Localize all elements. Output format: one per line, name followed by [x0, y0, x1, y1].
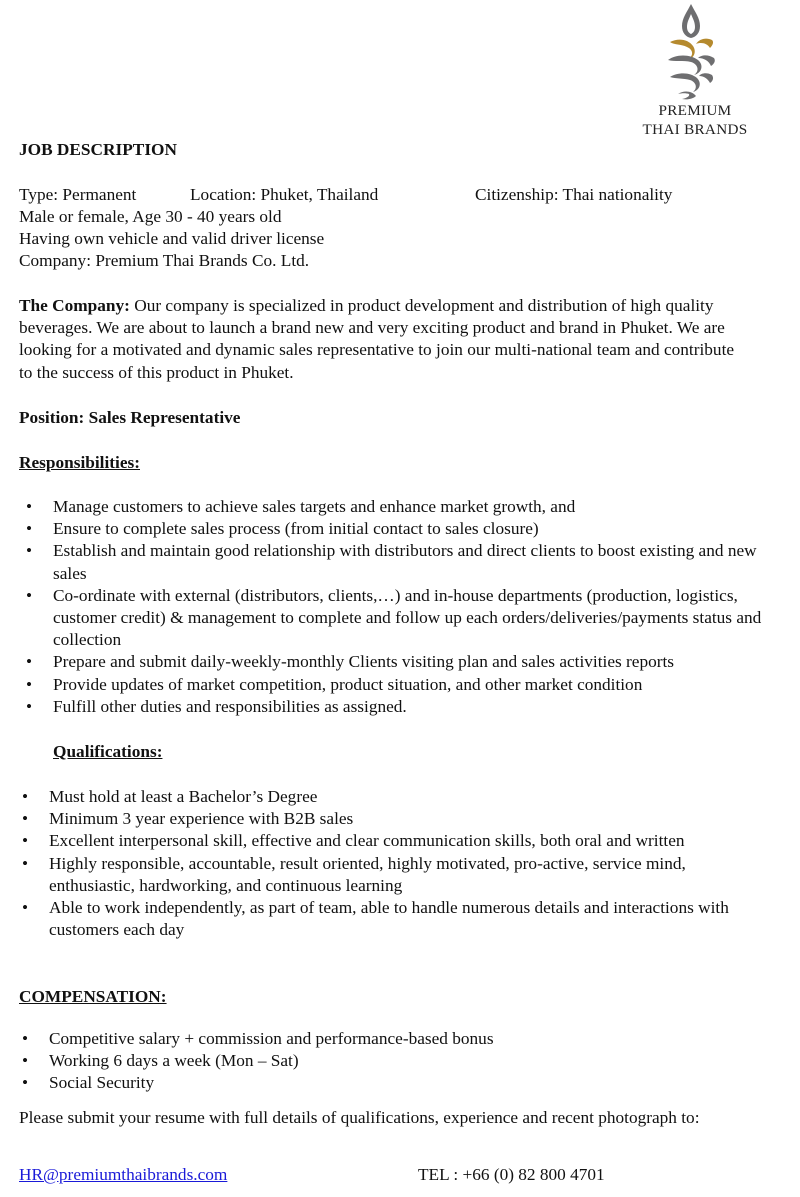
- document-title: JOB DESCRIPTION: [19, 140, 177, 159]
- bullet: •: [26, 696, 33, 716]
- bullet: •: [26, 652, 33, 672]
- list-item: [22, 1050, 749, 1072]
- bullet: •: [26, 519, 33, 539]
- job-citizenship: Citizenship: Thai nationality: [475, 185, 673, 204]
- bullet: •: [22, 831, 29, 851]
- bullet: •: [22, 1073, 29, 1093]
- company-paragraph: [19, 295, 750, 384]
- job-type: Type: Permanent: [19, 185, 137, 204]
- list-item-text: Fulfill other duties and responsibilities as assigned.: [53, 696, 407, 716]
- list-item-text: Able to work independently, as part of team, able to handle numerous details and interactions with customers each day: [49, 898, 729, 940]
- list-item-text: Highly responsible, accountable, result oriented, highly motivated, pro-active, service mind, enthusiastic, hardworking, and continuous learning: [49, 853, 686, 895]
- company-label: The Company:: [19, 296, 130, 315]
- brand-line-1: PREMIUM: [658, 102, 732, 119]
- compensation-list: [22, 1028, 749, 1095]
- company-name: Company: Premium Thai Brands Co. Ltd.: [19, 251, 310, 270]
- list-item: [22, 1028, 749, 1050]
- list-item-text: Minimum 3 year experience with B2B sales: [49, 809, 354, 829]
- list-item-text: Prepare and submit daily-weekly-monthly Clients visiting plan and sales activities reports: [53, 652, 675, 672]
- list-item: [26, 696, 763, 718]
- bullet: •: [22, 809, 29, 829]
- list-item: [22, 808, 749, 830]
- list-item: [26, 518, 763, 540]
- brand-name: [600, 101, 790, 139]
- qualifications-list: [22, 786, 749, 941]
- position-title: Position: Sales Representative: [19, 408, 241, 427]
- bullet: •: [22, 898, 29, 918]
- list-item: [26, 585, 763, 652]
- list-item-text: Provide updates of market competition, product situation, and other market condition: [53, 674, 643, 694]
- bullet: •: [26, 585, 33, 605]
- list-item-text: Competitive salary + commission and performance-based bonus: [49, 1029, 494, 1048]
- compensation-heading: COMPENSATION:: [19, 987, 167, 1006]
- list-item-text: Social Security: [49, 1073, 155, 1093]
- company-text: Our company is specialized in product development and distribution of high quality beverages. We are about to launch a brand new and very exciting product and brand in Phuket. We are looking for a motivated and dynamic sales representative to join our multi-national team and contribute to the success of this product in Phuket.: [19, 296, 735, 382]
- list-item-text: Co-ordinate with external (distributors, clients,…) and in-house departments (production, logistics, customer credit) & management to complete and follow up each orders/deliveries/payments status and collection: [53, 585, 762, 650]
- bullet: •: [22, 853, 29, 873]
- list-item-text: Ensure to complete sales process (from initial contact to sales closure): [53, 519, 539, 539]
- list-item: [26, 651, 763, 673]
- bullet: •: [22, 787, 29, 806]
- bullet: •: [26, 497, 33, 516]
- email-link[interactable]: HR@premiumthaibrands.com: [19, 1165, 228, 1184]
- list-item-text: Excellent interpersonal skill, effective and clear communication skills, both oral and written: [49, 831, 685, 851]
- list-item-text: Must hold at least a Bachelor’s Degree: [49, 787, 318, 806]
- list-item: [22, 830, 749, 852]
- list-item: [22, 1072, 749, 1094]
- responsibilities-list: [26, 496, 763, 718]
- qualifications-heading: Qualifications:: [53, 742, 163, 761]
- list-item: [22, 897, 749, 941]
- telephone-number: TEL : +66 (0) 82 800 4701: [418, 1165, 605, 1184]
- bullet: •: [26, 674, 33, 694]
- list-item-text: Working 6 days a week (Mon – Sat): [49, 1051, 299, 1071]
- job-location: Location: Phuket, Thailand: [190, 185, 379, 204]
- brand-line-2: THAI BRANDS: [642, 121, 748, 138]
- flame-lotus-logo-icon: [660, 2, 722, 102]
- list-item: [26, 496, 763, 518]
- list-item: [22, 786, 749, 808]
- list-item: [26, 674, 763, 696]
- bullet: •: [22, 1029, 29, 1048]
- list-item-text: Establish and maintain good relationship with distributors and direct clients to boost existing and new sales: [53, 541, 757, 583]
- gender-age: Male or female, Age 30 - 40 years old: [19, 207, 282, 226]
- bullet: •: [22, 1051, 29, 1071]
- bullet: •: [26, 541, 33, 561]
- list-item: [26, 540, 763, 584]
- submit-instructions: Please submit your resume with full details of qualifications, experience and recent photograph to:: [19, 1108, 700, 1127]
- list-item-text: Manage customers to achieve sales targets and enhance market growth, and: [53, 497, 576, 516]
- responsibilities-heading: Responsibilities:: [19, 453, 140, 472]
- vehicle-requirement: Having own vehicle and valid driver license: [19, 229, 325, 248]
- list-item: [22, 853, 749, 897]
